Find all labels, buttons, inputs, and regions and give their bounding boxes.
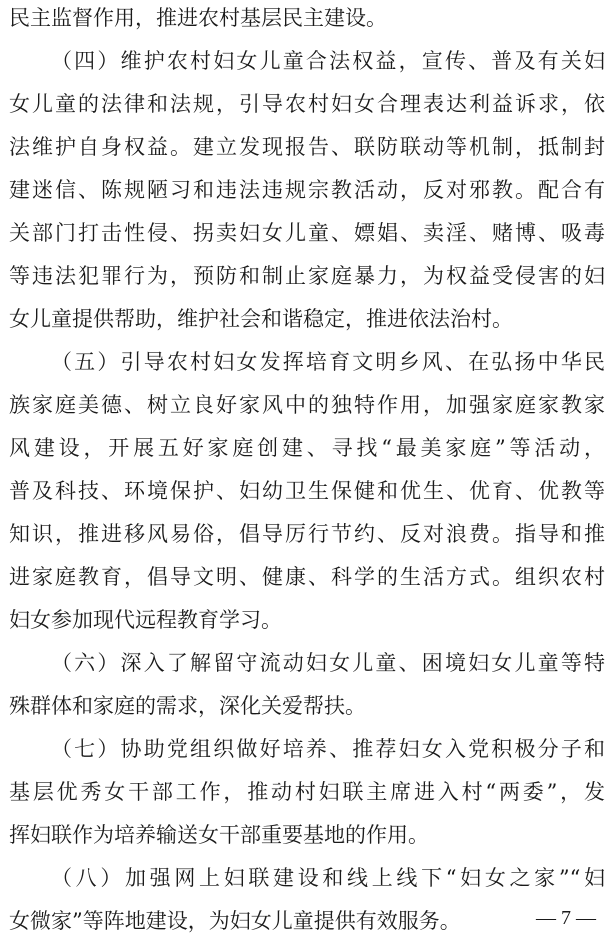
text-line: 女微家”等阵地建设，为妇女儿童提供有效服务。 <box>9 909 461 933</box>
text-line: 知识，推进移风易俗，倡导厉行节约、反对浪费。指导和推 <box>9 522 605 546</box>
text-line: 建迷信、陈规陋习和违法违规宗教活动，反对邪教。配合有 <box>9 178 605 202</box>
page-number: — 7 — <box>536 907 596 929</box>
text-line: 民主监督作用，推进农村基层民主建设。 <box>9 6 387 30</box>
text-line: （四）维护农村妇女儿童合法权益，宣传、普及有关妇 <box>51 49 605 73</box>
text-line: 基层优秀女干部工作，推动村妇联主席进入村“两委”，发 <box>9 780 605 804</box>
text-line: （五）引导农村妇女发挥培育文明乡风、在弘扬中华民 <box>51 350 605 374</box>
text-line: 挥妇联作为培养输送女干部重要基地的作用。 <box>9 823 429 847</box>
text-line: 女儿童提供帮助，维护社会和谐稳定，推进依法治村。 <box>9 307 513 331</box>
text-line: （八）加强网上妇联建设和线上线下“妇女之家”“妇 <box>51 866 605 890</box>
text-line: 女儿童的法律和法规，引导农村妇女合理表达利益诉求，依 <box>9 92 605 116</box>
text-line: 族家庭美德、树立良好家风中的独特作用，加强家庭家教家 <box>9 393 605 417</box>
text-line: （六）深入了解留守流动妇女儿童、困境妇女儿童等特 <box>51 651 605 675</box>
text-line: 法维护自身权益。建立发现报告、联防联动等机制，抵制封 <box>9 135 605 159</box>
text-line: 风建设，开展五好家庭创建、寻找“最美家庭”等活动， <box>9 436 605 460</box>
text-line: 进家庭教育，倡导文明、健康、科学的生活方式。组织农村 <box>9 565 605 589</box>
text-line: 普及科技、环境保护、妇幼卫生保健和优生、优育、优教等 <box>9 479 605 503</box>
text-line: 关部门打击性侵、拐卖妇女儿童、嫖娼、卖淫、赌博、吸毒 <box>9 221 605 245</box>
text-line: 等违法犯罪行为，预防和制止家庭暴力，为权益受侵害的妇 <box>9 264 605 288</box>
text-line: 妇女参加现代远程教育学习。 <box>9 608 282 632</box>
text-line: 殊群体和家庭的需求，深化关爱帮扶。 <box>9 694 366 718</box>
text-line: （七）协助党组织做好培养、推荐妇女入党积极分子和 <box>51 737 605 761</box>
